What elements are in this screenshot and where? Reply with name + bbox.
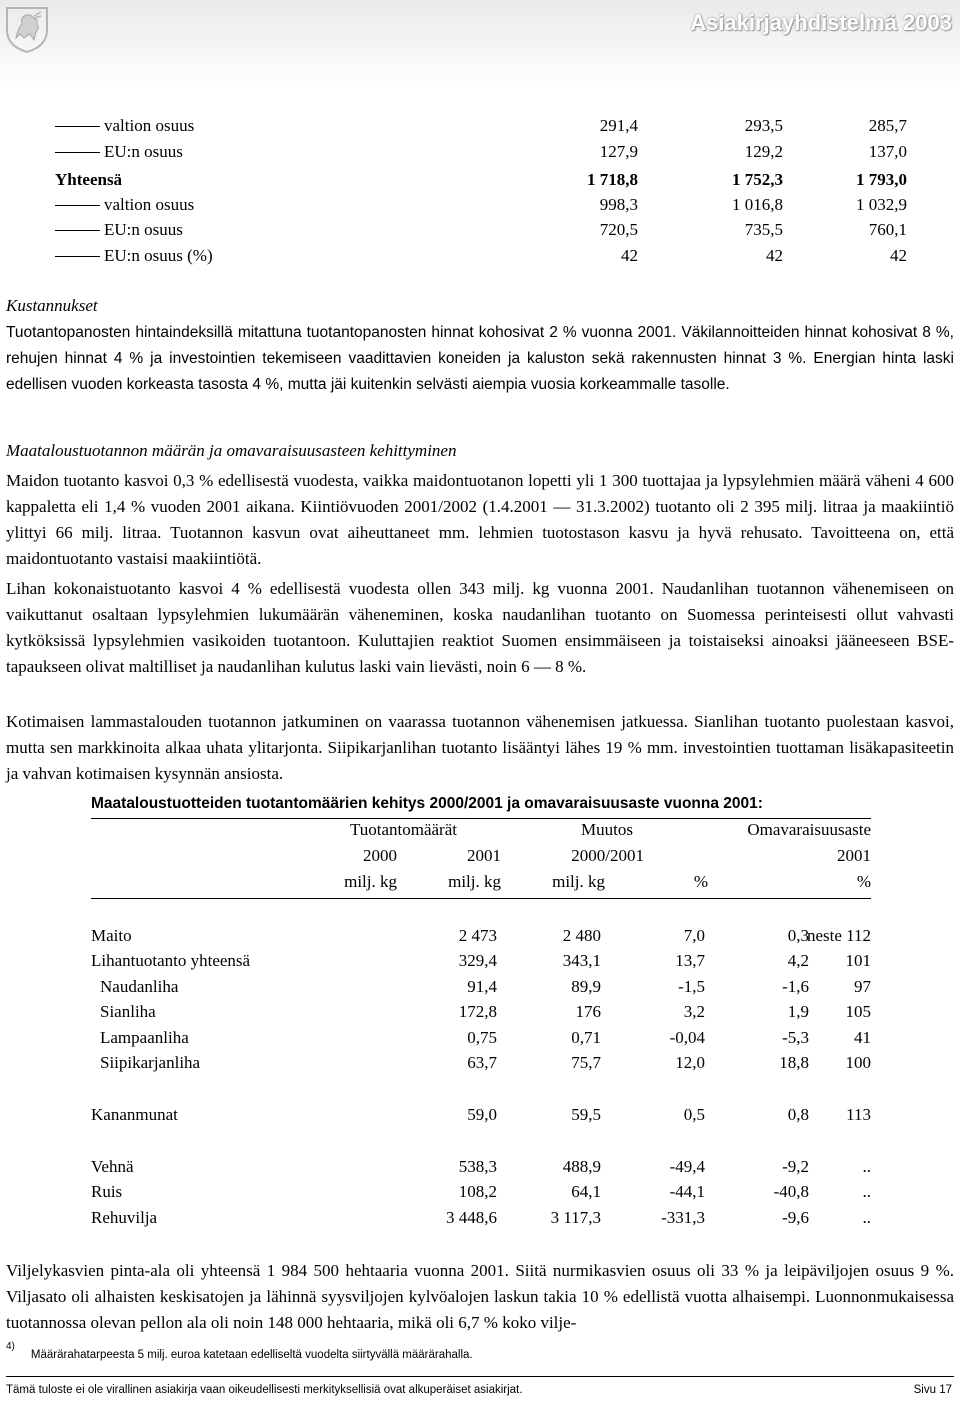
table-row	[91, 949, 871, 973]
table-rule-top	[91, 818, 871, 819]
row-value-3: 285,7	[868, 116, 907, 135]
footer-divider	[6, 1376, 954, 1377]
cell-v4: -1,6	[782, 977, 809, 996]
table-row	[91, 1155, 871, 1179]
funding-row	[55, 193, 910, 217]
row-value-2: 129,2	[744, 142, 783, 161]
row-value-2: 1 016,8	[732, 195, 783, 214]
cell-v5: ..	[862, 1157, 871, 1176]
cell-v1: 538,3	[458, 1157, 497, 1176]
funding-row	[55, 114, 910, 138]
header-omavaraisuusaste: Omavaraisuusaste	[747, 820, 871, 839]
row-label: Kananmunat	[91, 1105, 178, 1124]
cell-v3: -49,4	[669, 1157, 705, 1176]
row-value-1: 1 718,8	[587, 170, 638, 189]
table-row	[91, 1206, 871, 1230]
row-value-2: 293,5	[744, 116, 783, 135]
footnote-text: Määrärahatarpeesta 5 milj. euroa katetaan edelliseltä vuodelta siirtyvällä määrärahalla.	[30, 1348, 473, 1361]
row-value-3: 137,0	[868, 142, 907, 161]
row-label: Siipikarjanliha	[100, 1053, 201, 1072]
header-unit-3: milj. kg	[552, 872, 605, 891]
em-dash-mark	[55, 152, 100, 153]
row-label-text: Yhteensä	[55, 170, 123, 189]
paragraph-viljely: Viljelykasvien pinta-ala oli yhteensä 1 984 500 hehtaaria vuonna 2001. Siitä nurmikasvien osuus oli 33 % ja leipäviljojen osuus 9 %. Viljasato oli alhaisten keskisatojen ja lähinnä syysviljojen kylvöalojen laskun takia 10 % edellistä vuotta alhaisempi. Luonnonmukaisessa tuotannossa olevan pellon ala oli noin 148 000 hehtaaria, mikä oli 6,7 % koko vilje-	[6, 1261, 954, 1332]
row-label: Vehnä	[91, 1157, 134, 1176]
row-label: Maito	[91, 926, 132, 945]
paragraph-kustannukset: Tuotantopanosten hintaindeksillä mitattuna tuotantopanosten hinnat kohosivat 2 % vuonna 2001. Väkilannoitteiden hinnat kohosivat 8 %, rehujen hinnat 4 % ja investointien tekemiseen vaadittavien koneiden ja kaluston sekä rakennusten hinnat 3 %. Energian hinta laski edellisen vuoden korkeasta tasosta 4 %, mutta jäi kuitenkin selvästi aiempia vuosia korkeammalle tasolle.	[6, 324, 954, 393]
table-rule-header	[91, 898, 871, 899]
header-unit-1: milj. kg	[344, 872, 397, 891]
cell-v2: 59,5	[571, 1105, 601, 1124]
cell-v3: -331,3	[661, 1208, 705, 1227]
cell-v2: 176	[575, 1002, 601, 1021]
row-value-2: 735,5	[744, 220, 783, 239]
footnote-marker: 4)	[6, 1341, 15, 1352]
funding-row	[55, 168, 910, 192]
cell-v2: 75,7	[571, 1053, 601, 1072]
cell-v4: -9,6	[782, 1208, 809, 1227]
row-value-1: 998,3	[599, 195, 638, 214]
cell-v2: 64,1	[571, 1182, 601, 1201]
document-title: Asiakirjayhdistelmä 2003	[690, 10, 952, 35]
cell-v4: -5,3	[782, 1028, 809, 1047]
cell-v5: neste 112	[806, 926, 871, 945]
cell-v1: 172,8	[458, 1002, 497, 1021]
cell-v5: 41	[854, 1028, 871, 1047]
cell-v4: -9,2	[782, 1157, 809, 1176]
row-label	[55, 218, 183, 242]
cell-v5: 100	[845, 1053, 871, 1072]
header-muutos: Muutos	[581, 820, 633, 839]
cell-v2: 89,9	[571, 977, 601, 996]
header-unit-2: milj. kg	[448, 872, 501, 891]
row-value-3: 1 032,9	[856, 195, 907, 214]
row-label-text: EU:n osuus	[104, 142, 183, 161]
cell-v1: 63,7	[467, 1053, 497, 1072]
cell-v5: ..	[862, 1208, 871, 1227]
em-dash-mark	[55, 205, 100, 206]
cell-v2: 488,9	[562, 1157, 601, 1176]
cell-v3: -44,1	[669, 1182, 705, 1201]
em-dash-mark	[55, 230, 100, 231]
table-row	[91, 1000, 871, 1024]
row-value-1: 720,5	[599, 220, 638, 239]
row-label: Lampaanliha	[100, 1028, 189, 1047]
em-dash-mark	[55, 256, 100, 257]
footnote	[6, 1341, 473, 1361]
row-label	[55, 140, 183, 164]
table-row	[91, 1051, 871, 1075]
header-unit-5: %	[856, 872, 871, 891]
cell-v1: 0,75	[467, 1028, 497, 1047]
header-year-2001: 2001	[467, 846, 501, 865]
cell-v3: 13,7	[675, 951, 705, 970]
cell-v3: -1,5	[678, 977, 705, 996]
row-label: Sianliha	[100, 1002, 156, 1021]
section-heading-kehitys: Maataloustuotannon määrän ja omavaraisuusasteen kehittyminen	[6, 441, 457, 460]
cell-v3: 7,0	[683, 926, 705, 945]
paragraph-maito: Maidon tuotanto kasvoi 0,3 % edellisestä vuodesta, vaikka maidontuotanon lopetti yli 1 300 tuottajaa ja lypsylehmien määrä väheni 4 600 kappaletta eli 1,4 % vuoden 2001 aikana. Kiintiövuoden 2001/2002 (1.4.2001 — 31.3.2002) tuotanto oli 2 395 milj. litraa ja maakiintiö ylittyi 66 milj. litraa. Tuotannon kasvun ovat aiheuttaneet mm. lehmien tuotostason kasvu ja hyvä rehusato. Tavoitteena on, että maidontuotanto vastaisi maakiintiötä.	[6, 471, 954, 568]
em-dash-mark	[55, 126, 100, 127]
cell-v4: -40,8	[773, 1182, 809, 1201]
funding-row	[55, 218, 910, 242]
row-label: Ruis	[91, 1182, 123, 1201]
paragraph-liha: Lihan kokonaistuotanto kasvoi 4 % edellisestä vuodesta ollen 343 milj. kg vuonna 2001. Naudanlihan tuotannon vähenemiseen on vaikuttanut osaltaan lypsylehmien lukumäärän väheneminen, koska naudanlihan tuotanto on Suomessa perinteisesti ollut vahvasti kytköksissä lypsylehmien vasikoiden tuotantoon. Kuluttajien reaktiot Suomen ensimmäiseen ja toistaiseksi ainoaksi jääneeseen BSE-tapaukseen olivat maltilliset ja naudanlihan kulutus laski vain lievästi, noin 6 — 8 %.	[6, 579, 954, 676]
row-label	[55, 168, 122, 192]
row-label-text: EU:n osuus	[104, 220, 183, 239]
row-label-text: valtion osuus	[104, 195, 195, 214]
cell-v1: 91,4	[467, 977, 497, 996]
production-table-title: Maataloustuotteiden tuotantomäärien kehitys 2000/2001 ja omavaraisuusaste vuonna 2001:	[91, 795, 763, 812]
cell-v5: 113	[846, 1105, 871, 1124]
row-label: Rehuvilja	[91, 1208, 158, 1227]
row-label-text: valtion osuus	[104, 116, 195, 135]
row-label: Naudanliha	[100, 977, 179, 996]
row-value-2: 42	[766, 246, 783, 265]
cell-v5: 105	[845, 1002, 871, 1021]
cell-v2: 3 117,3	[550, 1208, 601, 1227]
page-number: Sivu 17	[913, 1384, 952, 1396]
footer-disclaimer: Tämä tuloste ei ole virallinen asiakirja vaan oikeudellisesti merkityksellisiä ovat alkuperäiset asiakirjat.	[6, 1384, 523, 1396]
header-tuotantomaarat: Tuotantomäärät	[349, 820, 457, 839]
section-heading-kustannukset: Kustannukset	[6, 296, 98, 315]
cell-v4: 0,3	[787, 926, 809, 945]
cell-v1: 2 473	[458, 926, 497, 945]
row-value-3: 760,1	[868, 220, 907, 239]
table-row	[91, 1103, 871, 1127]
row-label: Lihantuotanto yhteensä	[91, 951, 251, 970]
cell-v1: 108,2	[458, 1182, 497, 1201]
header-year-2000: 2000	[363, 846, 397, 865]
cell-v4: 4,2	[787, 951, 809, 970]
cell-v1: 3 448,6	[446, 1208, 497, 1227]
table-row	[91, 975, 871, 999]
coat-of-arms-icon	[4, 4, 50, 54]
table-row	[91, 1026, 871, 1050]
cell-v2: 0,71	[571, 1028, 601, 1047]
table-row	[91, 924, 871, 948]
row-value-1: 42	[621, 246, 638, 265]
cell-v3: 0,5	[683, 1105, 705, 1124]
row-label	[55, 114, 194, 138]
row-label-text: EU:n osuus (%)	[104, 246, 213, 265]
cell-v5: ..	[862, 1182, 871, 1201]
row-value-1: 291,4	[599, 116, 638, 135]
cell-v3: -0,04	[669, 1028, 705, 1047]
row-value-2: 1 752,3	[732, 170, 783, 189]
cell-v3: 12,0	[675, 1053, 705, 1072]
cell-v2: 343,1	[562, 951, 601, 970]
funding-row	[55, 244, 910, 268]
cell-v1: 59,0	[467, 1105, 497, 1124]
row-value-1: 127,9	[599, 142, 638, 161]
table-row	[91, 1180, 871, 1204]
cell-v4: 18,8	[779, 1053, 809, 1072]
cell-v4: 0,8	[787, 1105, 809, 1124]
row-label	[55, 193, 194, 217]
header-change-period: 2000/2001	[571, 846, 644, 865]
header-unit-4: %	[693, 872, 708, 891]
cell-v3: 3,2	[683, 1002, 705, 1021]
row-value-3: 1 793,0	[856, 170, 907, 189]
cell-v1: 329,4	[458, 951, 497, 970]
row-label	[55, 244, 213, 268]
paragraph-lammas: Kotimaisen lammastalouden tuotannon jatkuminen on vaarassa tuotannon vähenemisen jatkuessa. Sianlihan tuotanto puolestaan kasvoi, mutta sen markkinoita alkaa uhata ylitarjonta. Siipikarjanlihan tuotanto lisääntyi lähes 19 % mm. investointien tuottaman lisäkapasiteetin ja vahvan kotimaisen kysynnän ansiosta.	[6, 712, 954, 783]
cell-v4: 1,9	[787, 1002, 809, 1021]
cell-v5: 97	[854, 977, 871, 996]
header-self-sufficiency-year: 2001	[837, 846, 871, 865]
cell-v5: 101	[845, 951, 871, 970]
funding-row	[55, 140, 910, 164]
cell-v2: 2 480	[562, 926, 601, 945]
row-value-3: 42	[890, 246, 907, 265]
